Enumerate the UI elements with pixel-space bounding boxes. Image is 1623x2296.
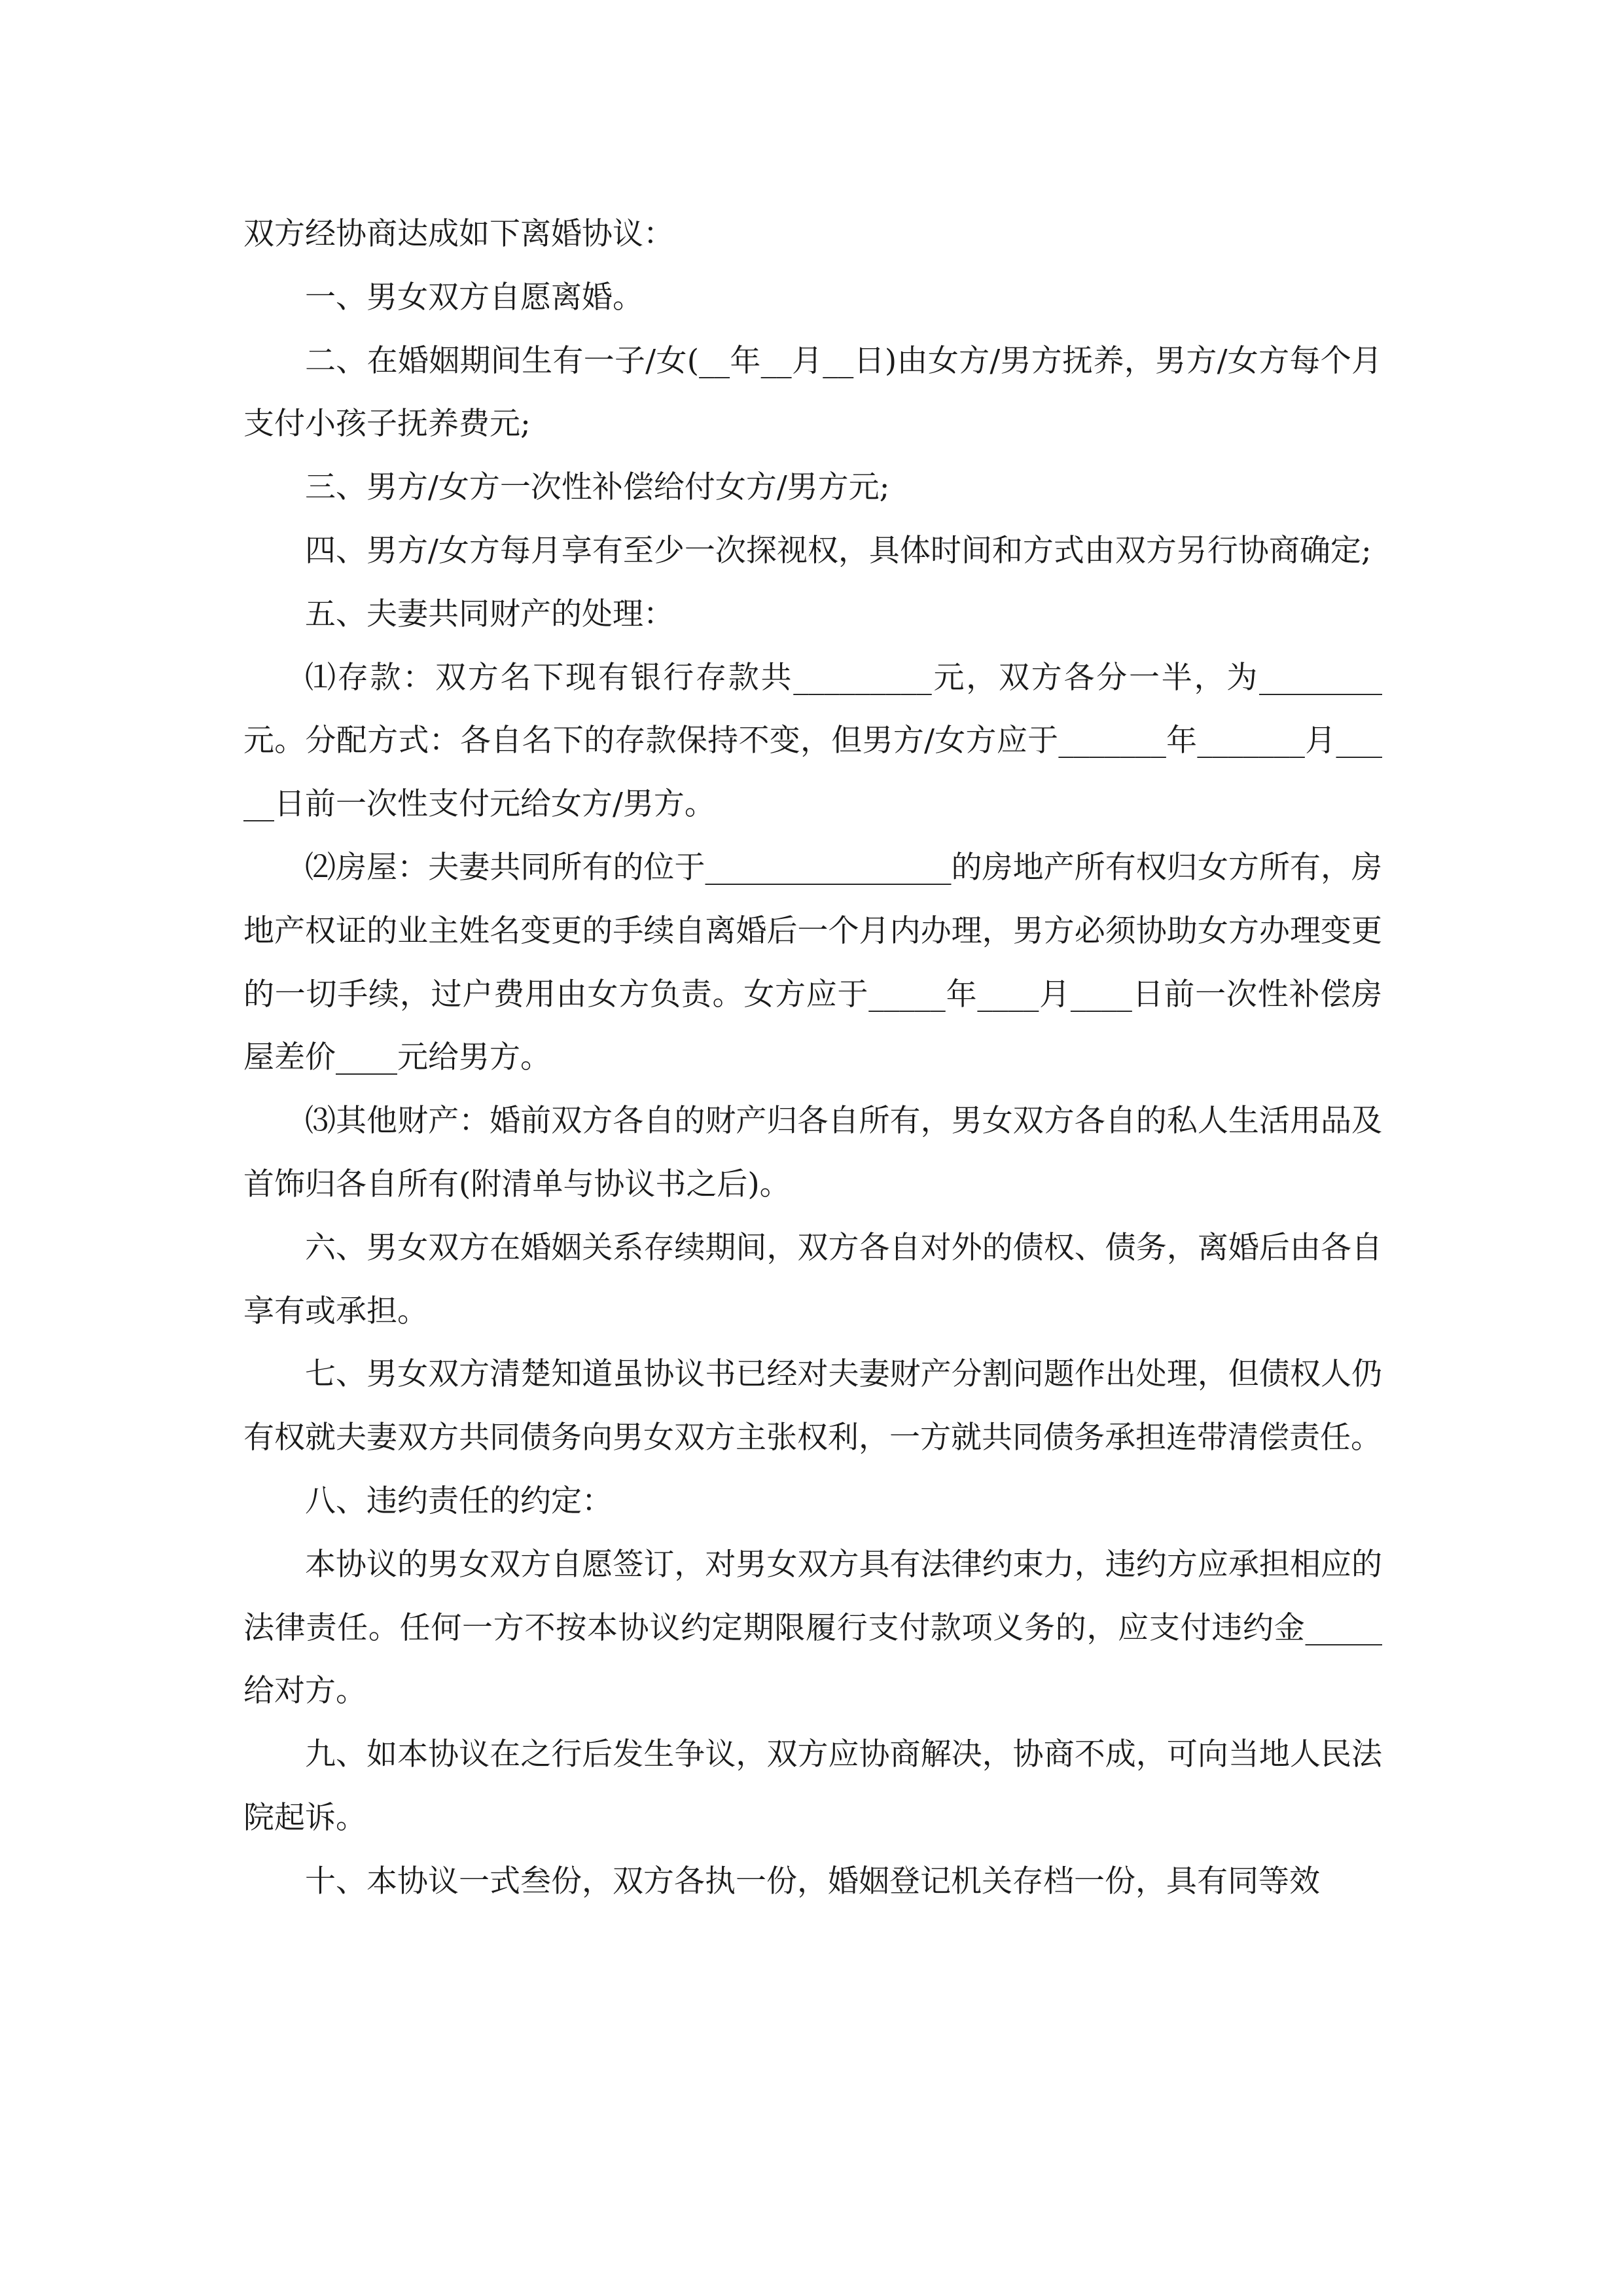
clause-8-body: 本协议的男女双方自愿签订，对男女双方具有法律约束力，违约方应承担相应的法律责任。任何一方不按本协议约定期限履行支付款项义务的，应支付违约金_____给对方。 <box>243 1546 1382 1710</box>
document-page <box>243 203 1382 1914</box>
clause-1: 一、男女双方自愿离婚。 <box>305 279 643 315</box>
clause-6: 六、男女双方在婚姻关系存续期间，双方各自对外的债权、债务，离婚后由各自享有或承担。 <box>243 1229 1382 1329</box>
clause-8-heading: 八、违约责任的约定： <box>305 1482 613 1519</box>
clause-3: 三、男方/女方一次性补偿给付女方/男方元; <box>305 469 890 506</box>
intro-paragraph: 双方经协商达成如下离婚协议： <box>243 216 674 252</box>
clause-5-house: ⑵房屋：夫妻共同所有的位于________________的房地产所有权归女方所有，房地产权证的业主姓名变更的手续自离婚后一个月内办理，男方必须协助女方办理变更的一切手续，过户费用由女方负责。女方应于_____年____月____日前一次性补偿房屋差价____元给男方。 <box>243 849 1382 1076</box>
clause-10: 十、本协议一式叁份，双方各执一份，婚姻登记机关存档一份，具有同等效 <box>305 1863 1320 1899</box>
clause-9: 九、如本协议在之行后发生争议，双方应协商解决，协商不成，可向当地人民法院起诉。 <box>243 1736 1382 1836</box>
clause-5-heading: 五、夫妻共同财产的处理： <box>305 596 674 632</box>
clause-4: 四、男方/女方每月享有至少一次探视权，具体时间和方式由双方另行协商确定; <box>305 532 1372 569</box>
clause-5-other-property: ⑶其他财产：婚前双方各自的财产归各自所有，男女双方各自的私人生活用品及首饰归各自所有(附清单与协议书之后)。 <box>243 1103 1382 1202</box>
clause-2: 二、在婚姻期间生有一子/女(__年__月__日)由女方/男方抚养，男方/女方每个月支付小孩子抚养费元; <box>243 342 1382 442</box>
clause-7: 七、男女双方清楚知道虽协议书已经对夫妻财产分割问题作出处理，但债权人仍有权就夫妻双方共同债务向男女双方主张权利，一方就共同债务承担连带清偿责任。 <box>243 1356 1382 1456</box>
clause-5-deposits: ⑴存款：双方名下现有银行存款共_________元，双方各分一半，为________元。分配方式：各自名下的存款保持不变，但男方/女方应于_______年_______月_____日前一次性支付元给女方/男方。 <box>243 659 1382 823</box>
